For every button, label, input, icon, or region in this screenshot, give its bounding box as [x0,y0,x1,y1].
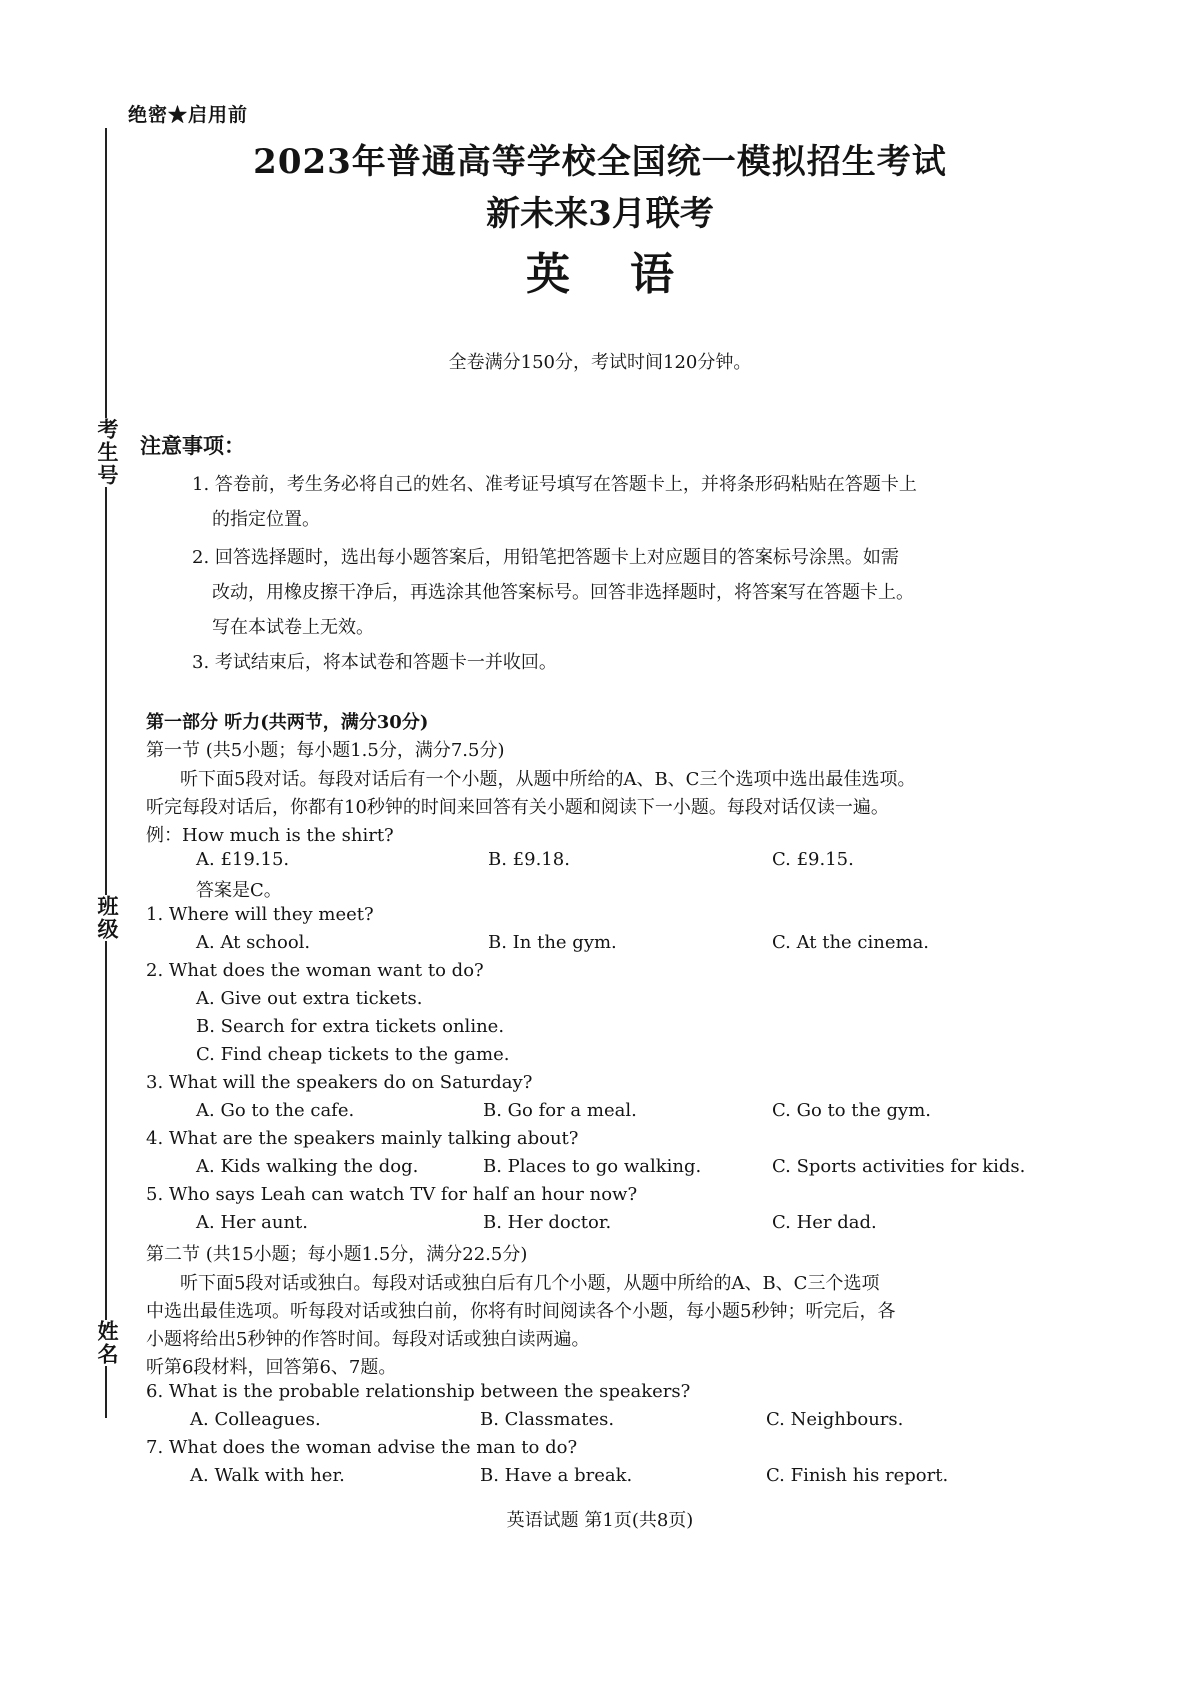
q4-option-a: A. Kids walking the dog. [196,1156,419,1177]
section2-instructions: 听下面5段对话或独白。每段对话或独白后有几个小题，从题中所给的A、B、C三个选项 [180,1273,880,1294]
name-label: 姓名 [86,1320,122,1366]
q1-option-c: C. At the cinema. [772,932,930,953]
question-5: 5. Who says Leah can watch TV for half an hour now? [146,1184,638,1205]
notice-item-3: 3. 考试结束后，将本试卷和答题卡一并收回。 [192,652,557,673]
q7-option-a: A. Walk with her. [190,1465,345,1486]
q1-option-a: A. At school. [196,932,311,953]
section2-heading: 第二节 (共15小题；每小题1.5分，满分22.5分) [146,1244,528,1265]
part1-heading: 第一部分 听力(共两节，满分30分) [146,712,429,733]
q6-option-b: B. Classmates. [480,1409,615,1430]
q5-option-a: A. Her aunt. [196,1212,308,1233]
section1-instructions-cont: 听完每段对话后，你都有10秒钟的时间来回答有关小题和阅读下一小题。每段对话仅读一遍。 [146,797,889,818]
q5-option-c: C. Her dad. [772,1212,877,1233]
material-6-instruction: 听第6段材料，回答第6、7题。 [146,1357,397,1378]
q5-option-b: B. Her doctor. [483,1212,612,1233]
question-4: 4. What are the speakers mainly talking about? [146,1128,579,1149]
q2-option-c: C. Find cheap tickets to the game. [196,1044,510,1065]
q3-option-b: B. Go for a meal. [483,1100,637,1121]
exam-subtitle: 新未来3月联考 [486,194,714,234]
section2-instructions-cont2: 小题将给出5秒钟的作答时间。每段对话或独白读两遍。 [146,1329,590,1350]
notice-item-1-cont: 的指定位置。 [212,509,320,530]
section2-instructions-cont: 中选出最佳选项。听每段对话或独白前，你将有时间阅读各个小题，每小题5秒钟；听完后，各 [146,1301,896,1322]
q3-option-a: A. Go to the cafe. [196,1100,355,1121]
notice-item-1: 1. 答卷前，考生务必将自己的姓名、准考证号填写在答题卡上，并将条形码粘贴在答题卡上 [192,474,917,495]
binding-line [105,128,107,1418]
q6-option-a: A. Colleagues. [190,1409,321,1430]
q7-option-c: C. Finish his report. [766,1465,949,1486]
exam-title: 2023年普通高等学校全国统一模拟招生考试 [253,142,947,182]
notice-item-2-cont2: 写在本试卷上无效。 [212,617,374,638]
class-label: 班级 [86,895,122,941]
notice-item-2: 2. 回答选择题时，选出每小题答案后，用铅笔把答题卡上对应题目的答案标号涂黑。如需 [192,547,899,568]
score-time-line: 全卷满分150分，考试时间120分钟。 [448,352,752,373]
question-1: 1. Where will they meet? [146,904,374,925]
question-6: 6. What is the probable relationship between the speakers? [146,1381,691,1402]
section1-heading: 第一节 (共5小题；每小题1.5分，满分7.5分) [146,740,505,761]
subject-title: 英语 [526,249,734,300]
example-option-a: A. £19.15. [196,849,290,870]
q2-option-b: B. Search for extra tickets online. [196,1016,505,1037]
q4-option-c: C. Sports activities for kids. [772,1156,1026,1177]
section1-instructions: 听下面5段对话。每段对话后有一个小题，从题中所给的A、B、C三个选项中选出最佳选项。 [180,769,916,790]
notice-item-2-cont: 改动，用橡皮擦干净后，再选涂其他答案标号。回答非选择题时，将答案写在答题卡上。 [212,582,914,603]
q6-option-c: C. Neighbours. [766,1409,904,1430]
example-answer: 答案是C。 [196,880,282,901]
example-option-b: B. £9.18. [488,849,570,870]
example-question: 例：How much is the shirt? [146,825,394,846]
q4-option-b: B. Places to go walking. [483,1156,702,1177]
question-2: 2. What does the woman want to do? [146,960,484,981]
secret-mark: 绝密★启用前 [128,104,249,126]
q3-option-c: C. Go to the gym. [772,1100,931,1121]
example-option-c: C. £9.15. [772,849,854,870]
exam-number-label: 考生号 [86,418,122,487]
q2-option-a: A. Give out extra tickets. [196,988,423,1009]
question-7: 7. What does the woman advise the man to do? [146,1437,578,1458]
notice-heading: 注意事项： [140,433,245,458]
q1-option-b: B. In the gym. [488,932,617,953]
page-footer: 英语试题 第1页(共8页) [506,1510,694,1531]
question-3: 3. What will the speakers do on Saturday? [146,1072,533,1093]
q7-option-b: B. Have a break. [480,1465,633,1486]
